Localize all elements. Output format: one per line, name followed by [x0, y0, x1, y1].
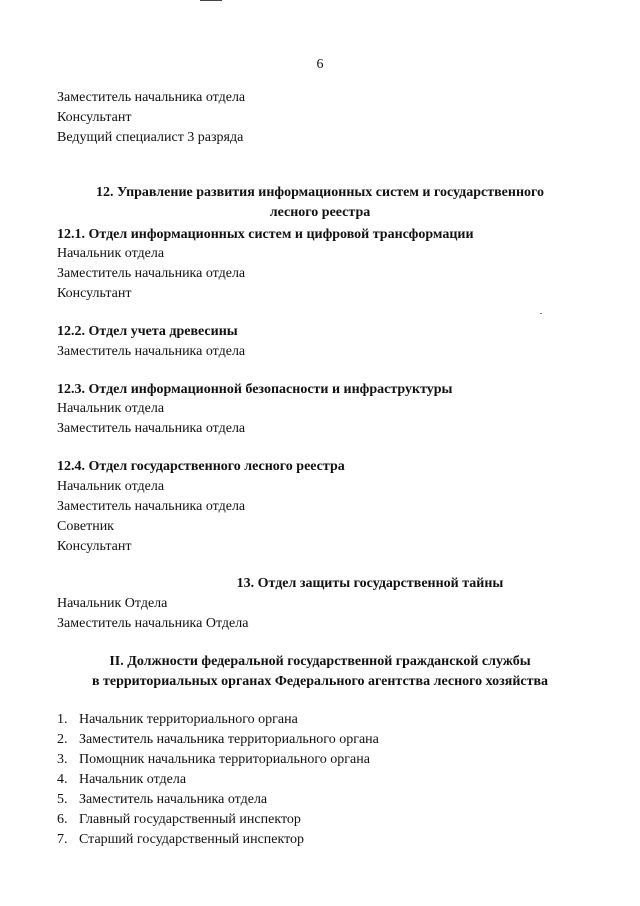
page-number: 6	[316, 57, 324, 72]
list-item-number: 2.	[57, 732, 68, 747]
list-item	[57, 790, 267, 810]
list-item-text: Начальник отдела	[79, 772, 187, 787]
list-item-text: Заместитель начальника территориального органа	[79, 732, 379, 747]
list-item-text: Начальник территориального органа	[79, 712, 298, 727]
position-line: Заместитель начальника отдела	[57, 266, 246, 281]
intro-line: Консультант	[57, 110, 132, 125]
part-2-title-line2: в территориальных органах Федерального агентства лесного хозяйства	[91, 674, 549, 689]
position-line: Начальник отдела	[57, 246, 165, 261]
list-item	[57, 770, 186, 790]
list-item	[57, 730, 379, 750]
position-line: Заместитель начальника Отдела	[57, 616, 249, 631]
subsection-12-1-title: 12.1. Отдел информационных систем и цифровой трансформации	[57, 227, 474, 242]
list-item	[57, 710, 298, 730]
position-line: Заместитель начальника отдела	[57, 499, 246, 514]
section-12-title-line1: 12. Управление развития информационных систем и государственного	[95, 185, 545, 200]
section-12-title-line2: лесного реестра	[269, 205, 371, 220]
position-line: Консультант	[57, 286, 132, 301]
list-item-number: 6.	[57, 812, 68, 827]
section-13-title: 13. Отдел защиты государственной тайны	[236, 576, 504, 591]
position-line: Начальник отдела	[57, 479, 165, 494]
list-item-number: 4.	[57, 772, 68, 787]
position-line: Начальник Отдела	[57, 596, 168, 611]
list-item	[57, 810, 301, 830]
list-item	[57, 750, 370, 770]
position-line: Начальник отдела	[57, 401, 165, 416]
list-item-text: Старший государственный инспектор	[79, 832, 305, 847]
subsection-12-4-title: 12.4. Отдел государственного лесного реестра	[57, 459, 345, 474]
subsection-12-2-title: 12.2. Отдел учета древесины	[57, 324, 238, 339]
list-item-number: 7.	[57, 832, 68, 847]
position-line: Заместитель начальника отдела	[57, 344, 246, 359]
list-item	[57, 830, 304, 850]
intro-line: Заместитель начальника отдела	[57, 90, 246, 105]
position-line: Советник	[57, 519, 114, 534]
list-item-number: 1.	[57, 712, 68, 727]
list-item-text: Главный государственный инспектор	[79, 812, 301, 827]
position-line: Консультант	[57, 539, 132, 554]
position-line: Заместитель начальника отдела	[57, 421, 246, 436]
list-item-number: 5.	[57, 792, 68, 807]
list-item-text: Помощник начальника территориального органа	[79, 752, 370, 767]
list-item-text: Заместитель начальника отдела	[79, 792, 268, 807]
intro-line: Ведущий специалист 3 разряда	[57, 130, 244, 145]
top-rule	[200, 0, 222, 1]
subsection-12-3-title: 12.3. Отдел информационной безопасности и инфраструктуры	[57, 382, 453, 397]
scan-speck	[540, 313, 542, 314]
list-item-number: 3.	[57, 752, 68, 767]
part-2-title-line1: II. Должности федеральной государственной гражданской службы	[109, 654, 531, 669]
